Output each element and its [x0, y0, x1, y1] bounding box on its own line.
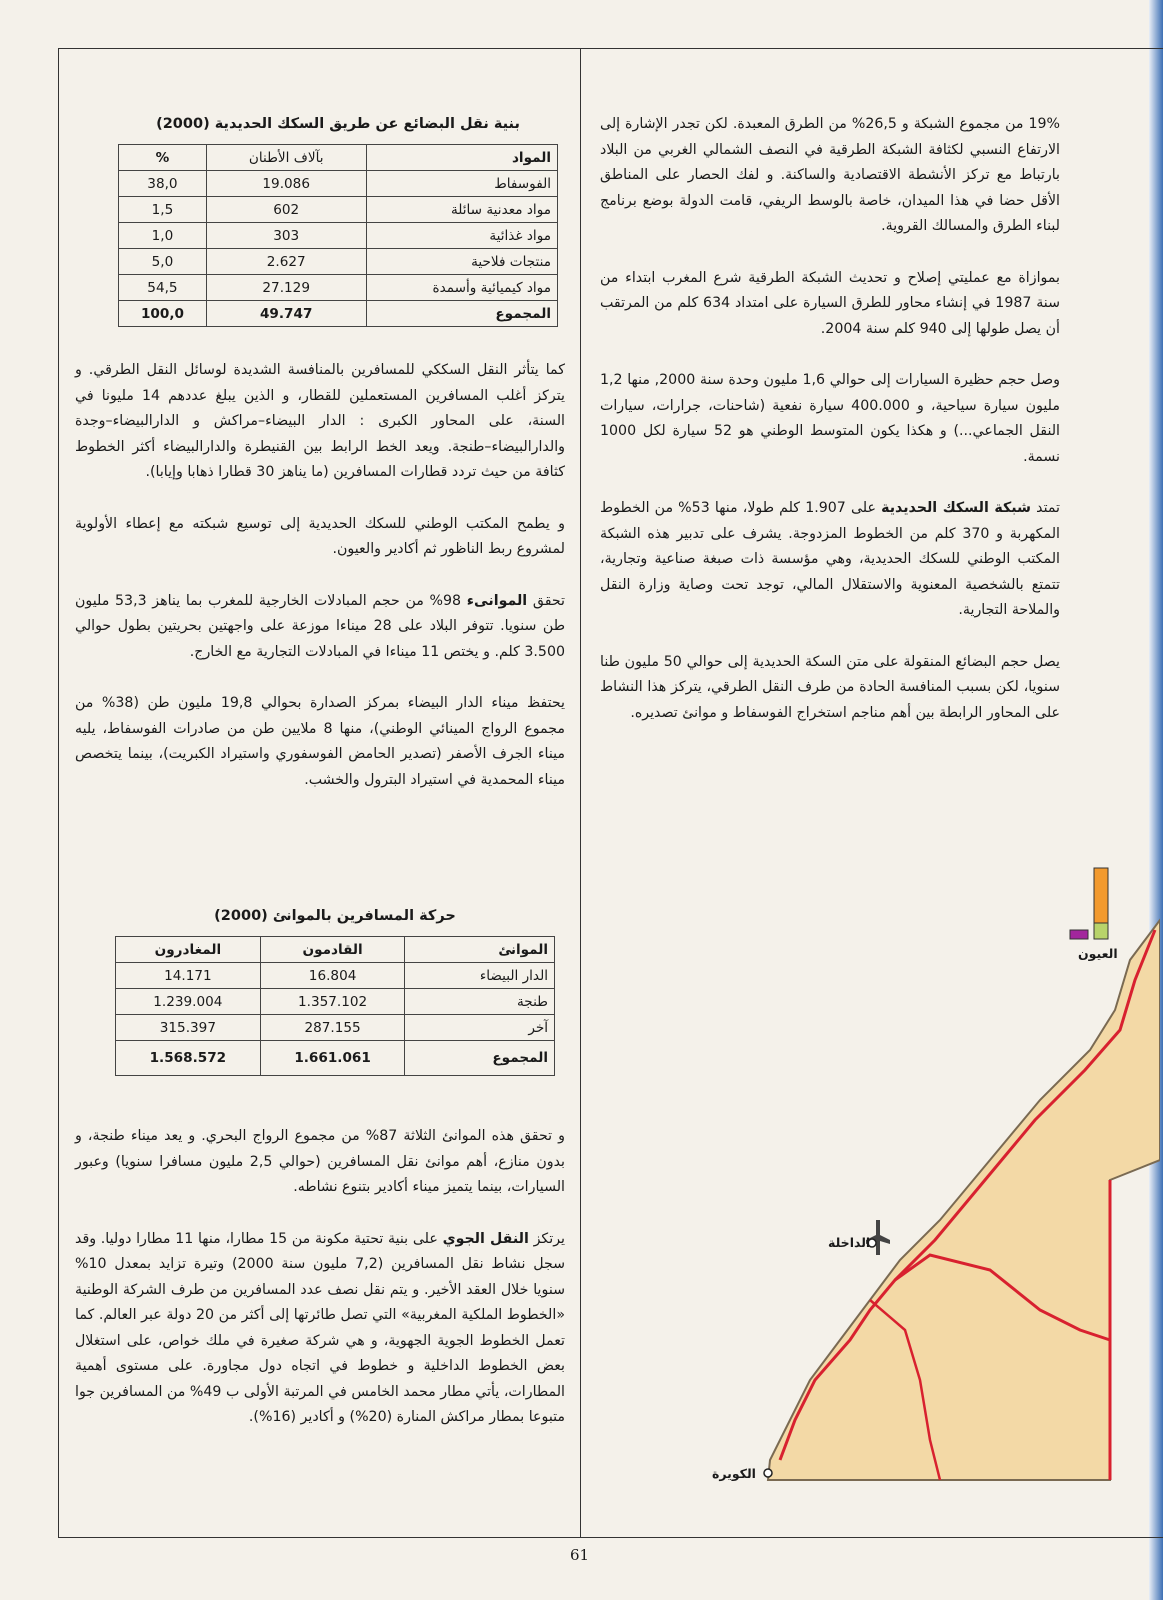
freight-table-title: بنية نقل البضائع عن طريق السكك الحديدية (2000)	[156, 116, 520, 132]
left-column-lower	[75, 1124, 565, 1457]
table-row: آخر 287.155 315.397	[116, 1015, 555, 1041]
ports-paragraph: تحقق الموانىء 98% من حجم المبادلات الخارجية للمغرب بما يناهز 53,3 مليون طن سنويا. تتوفر البلاد على 28 ميناءا موزعة على واجهتين بحريتين بطول حوالي 3.500 كلم. و يختص 11 ميناءا في المبادلات التجارية مع الخارج.	[75, 592, 566, 660]
left-column-upper	[75, 358, 565, 819]
page-number: 61	[570, 1546, 590, 1564]
column-divider	[580, 48, 581, 1537]
col-header-percent: %	[119, 145, 207, 171]
table-total-row: المجموع 49.747 100,0	[119, 301, 558, 327]
map-label-dakhla: الداخلة	[828, 1235, 871, 1250]
air-transport-heading: النقل الجوي	[442, 1230, 529, 1247]
rail-freight-paragraph: يصل حجم البضائع المنقولة على متن السكة الحديدية إلى حوالي 50 مليون طنا سنويا، لكن بسبب المنافسة الحادة من طرف النقل الطرقي، يتركز هذا النشاط على المحاور الرابطة بين أهم مناجم استخراج الفوسفاط و موانئ تصديره.	[600, 653, 1060, 721]
right-column	[600, 112, 1060, 752]
table-row: مواد كيميائية وأسمدة 27.129 54,5	[119, 275, 558, 301]
ports-heading: الموانىء	[466, 592, 528, 609]
passenger-table	[115, 936, 555, 1076]
bar-purple	[1070, 930, 1088, 939]
col-header-tonnes: بآلاف الأطنان	[206, 145, 366, 171]
freight-table	[118, 144, 558, 327]
port-traffic-paragraph: و تحقق هذه الموانئ الثلاثة 87% من مجموع الرواج البحري. و يعد ميناء طنجة، و بدون منازع، أهم موانئ نقل المسافرين (حوالي 2,5 مليون مسافرا سنويا) وعبور السيارات، بينما يتميز ميناء أكادير بتنوع نشاطه.	[75, 1128, 565, 1195]
railway-heading: شبكة السكك الحديدية	[881, 500, 1031, 516]
casablanca-port-paragraph: يحتفظ ميناء الدار البيضاء بمركز الصدارة بحوالي 19,8 مليون طن (38% من مجموع الرواج المينائي الوطني)، منها 8 ملايين طن من صادرات الفوسفاط، يليه ميناء الجرف الأصفر (تصدير الحامض الفوسفوري واستيراد الكبريت)، بينما يتخصص ميناء المحمدية في استيراد البترول والخشب.	[75, 695, 566, 788]
table-row: الفوسفاط 19.086 38,0	[119, 171, 558, 197]
table-row: منتجات فلاحية 2.627 5,0	[119, 249, 558, 275]
table-total-row: المجموع 1.661.061 1.568.572	[116, 1041, 555, 1076]
map-label-laayoune: العيون	[1078, 946, 1118, 961]
railway-paragraph: تمتد شبكة السكك الحديدية على 1.907 كلم طولا، منها 53% من الخطوط المكهربة و 370 كلم من الخطوط المزدوجة. يشرف على تدبير هذه الشبكة المكتب الوطني للسكك الحديدية، وهي مؤسسة ذات صبغة صناعية وتجارية، تتمتع بالشخصية المعنوية والاستقلال المالي، توجد تحت وصاية وزارة النقل والملاحة التجارية.	[600, 500, 1060, 618]
table-row: طنجة 1.357.102 1.239.004	[116, 989, 555, 1015]
table-row: مواد معدنية سائلة 602 1,5	[119, 197, 558, 223]
southern-map	[690, 860, 1160, 1540]
table-row: مواد غذائية 303 1,0	[119, 223, 558, 249]
bar-green	[1094, 923, 1108, 939]
col-header-departures: المغادرون	[116, 937, 261, 963]
rail-passengers-paragraph: كما يتأثر النقل السككي للمسافرين بالمنافسة الشديدة لوسائل النقل الطرقي. و يتركز أغلب المسافرين المستعملين للقطار، و الذين يبلغ عددهم 14 مليونا في السنة، على المحاور الكبرى : الدار البيضاء–مراكش و الدارالبيضاء–وجدة والدارالبيضاء–طنجة. ويعد الخط الرابط بين القنيطرة والدارالبيضاء أكثر الخطوط كثافة من حيث تردد قطارات المسافرين (ما يناهز 30 قطارا ذهابا وإيابا).	[75, 362, 565, 480]
passenger-table-title: حركة المسافرين بالموانئ (2000)	[214, 908, 456, 924]
lagouira-marker	[764, 1469, 772, 1477]
air-transport-paragraph: يرتكز النقل الجوي على بنية تحتية مكونة من 15 مطارا، منها 11 مطارا دوليا. وقد سجل نشاط نقل المسافرين (7,2 مليون سنة 2000) وتيرة تزايد بمعدل 10% سنويا خلال العقد الأخير. و يتم نقل نصف عدد المسافرين من طرف الشركة الوطنية «الخطوط الملكية المغربية» التي تصل طائرتها إلى أكثر من 20 دولة عبر العالم. كما تعمل الخطوط الجوية الجهوية، و هي شركة صغيرة في ملك خواص، على استغلال بعض الخطوط الداخلية و خطوط في اتجاه دول مجاورة. على مستوى أهمية المطارات، يأتي مطار محمد الخامس في المرتبة الأولى ب 49% من المسافرين جوا متبوعا بمطار مراكش المنارة (20%) و أكادير (16%).	[75, 1230, 566, 1425]
bar-orange	[1094, 868, 1108, 923]
col-header-materials: المواد	[366, 145, 558, 171]
vehicles-paragraph: وصل حجم حظيرة السيارات إلى حوالي 1,6 مليون وحدة سنة 2000, منها 1,2 مليون سيارة سياحية، و 400.000 سيارة نفعية (شاحنات، جرارات، سيارات النقل الجماعي...) و هكذا يكون المتوسط الوطني هو 52 سيارة لكل 1000 نسمة.	[600, 372, 1060, 465]
table-row: الدار البيضاء 16.804 14.171	[116, 963, 555, 989]
map-label-lagouira: الكويرة	[712, 1466, 756, 1481]
rail-expansion-paragraph: و يطمح المكتب الوطني للسكك الحديدية إلى توسيع شبكته مع إعطاء الأولوية لمشروع ربط الناظور ثم أكادير والعيون.	[75, 515, 565, 557]
col-header-arrivals: القادمون	[260, 937, 405, 963]
roads-paragraph: 19% من مجموع الشبكة و 26,5% من الطرق المعبدة. لكن تجدر الإشارة إلى الارتفاع النسبي لكثافة الشبكة الطرقية في النصف الشمالي الغربي من البلاد بارتباط مع تركز الأنشطة الاقتصادية والساكنة. و لفك الحصار على المناطق الأقل حضا في هذا الميدان، خاصة بالوسط الريفي، قامت الدولة بوضع برنامج لبناء الطرق والمسالك القروية.	[600, 116, 1060, 234]
col-header-ports: الموانئ	[405, 937, 555, 963]
map-land	[768, 920, 1160, 1480]
highways-paragraph: بموازاة مع عمليتي إصلاح و تحديث الشبكة الطرقية شرع المغرب ابتداء من سنة 1987 في إنشاء محاور للطرق السيارة على امتداد 634 كلم من المرتقب أن يصل طولها إلى 940 كلم سنة 2004.	[600, 269, 1060, 337]
